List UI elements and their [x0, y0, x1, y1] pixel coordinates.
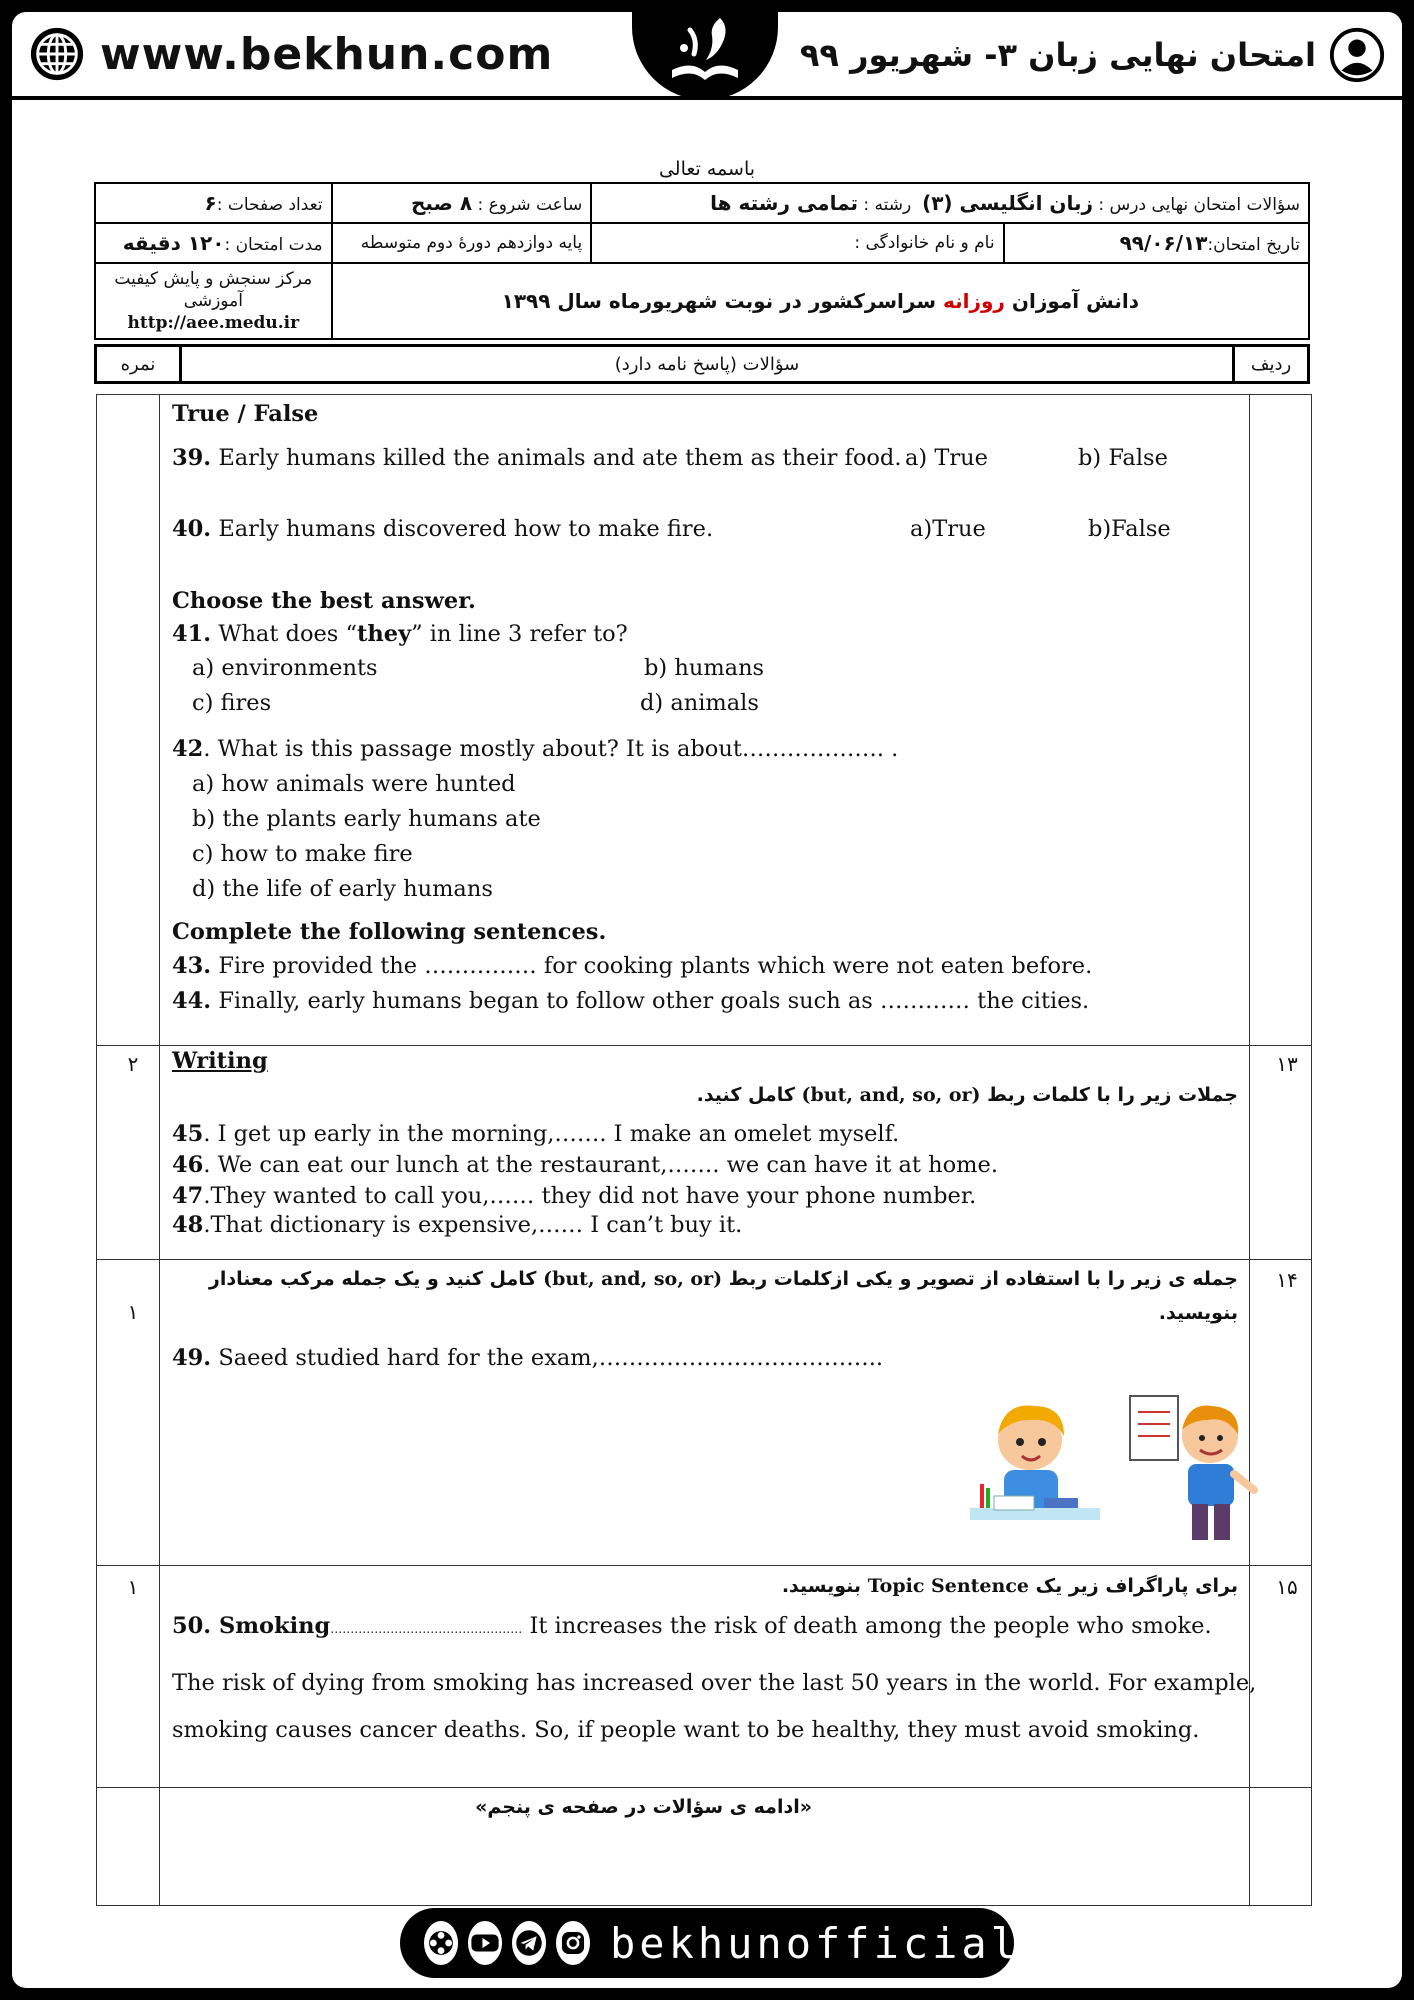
youtube-icon[interactable] — [468, 1921, 502, 1965]
boy-holding-paper-picture — [1122, 1394, 1260, 1546]
pages-label: تعداد صفحات : — [216, 195, 323, 215]
q47: 47.They wanted to call you,…… they did not have your phone number. — [172, 1183, 977, 1209]
q40-option-a[interactable]: a)True — [910, 516, 986, 542]
user-icon — [1328, 26, 1386, 84]
pages-value: ۶ — [204, 191, 217, 215]
col-score: نمره — [96, 346, 181, 383]
q41-option-a[interactable]: a) environments — [192, 655, 378, 681]
students-post: سراسرکشور در نوبت شهریورماه سال ۱۳۹۹ — [501, 289, 936, 313]
q42: 42. What is this passage mostly about? It is about………………. . — [172, 736, 899, 762]
writing-heading: Writing — [172, 1048, 268, 1074]
footer-handle[interactable]: bekhunofficial — [610, 1918, 1021, 1968]
continue-note: «ادامه ی سؤالات در صفحه ی پنجم» — [475, 1796, 812, 1818]
q41-option-d[interactable]: d) animals — [640, 690, 759, 716]
instagram-icon[interactable] — [556, 1921, 590, 1965]
q42-option-b[interactable]: b) the plants early humans ate — [192, 806, 541, 832]
paragraph-line-1: The risk of dying from smoking has increased over the last 50 years in the world. For example, — [172, 1670, 1257, 1696]
camera-roll-icon[interactable] — [424, 1921, 458, 1965]
start-value: ۸ صبح — [410, 191, 473, 215]
mc-heading: Choose the best answer. — [172, 588, 476, 614]
bekhun-logo — [632, 0, 778, 100]
exam-title-text: امتحان نهایی زبان ۳- شهریور ۹۹ — [799, 36, 1316, 74]
start-label: ساعت شروع : — [477, 195, 583, 215]
center-name: مرکز سنجش و پایش کیفیت آموزشی — [114, 269, 313, 311]
telegram-icon[interactable] — [512, 1921, 546, 1965]
q40: 40. Early humans discovered how to make fire. — [172, 516, 714, 542]
grade: پایه دوازدهم دورهٔ دوم متوسطه — [360, 233, 583, 253]
globe-icon — [28, 25, 86, 83]
q41: 41. What does “they” in line 3 refer to? — [172, 621, 628, 647]
site-link[interactable] — [28, 24, 553, 84]
q41-option-b[interactable]: b) humans — [644, 655, 765, 681]
row-15-number: ۱۵ — [1276, 1575, 1298, 1599]
book-logo-icon — [632, 0, 778, 100]
paragraph-line-2: smoking causes cancer deaths. So, if people want to be healthy, they must avoid smoking. — [172, 1717, 1200, 1743]
q39: 39. Early humans killed the animals and ate them as their food. — [172, 445, 902, 471]
basmala: باسمه تعالی — [658, 158, 756, 180]
q42-option-a[interactable]: a) how animals were hunted — [192, 771, 516, 797]
q42-option-d[interactable]: d) the life of early humans — [192, 876, 493, 902]
boy-studying-picture — [964, 1392, 1104, 1542]
row-13-score: ۲ — [127, 1052, 139, 1076]
social-footer — [400, 1908, 1021, 1978]
exam-page — [12, 12, 1402, 1988]
duration-value: ۱۲۰ دقیقه — [122, 231, 225, 255]
q48: 48.That dictionary is expensive,…… I can’t buy it. — [172, 1212, 743, 1238]
exam-info-table — [94, 182, 1310, 340]
row-13-number: ۱۳ — [1276, 1052, 1298, 1076]
subject-value: زبان انگلیسی (۳) — [922, 191, 1094, 215]
row-14-instruction: جمله ی زیر را با استفاده از تصویر و یکی ازکلمات ربط (but, and, so, or) کامل کنید و یک جمله مرکب معنادار — [208, 1268, 1238, 1290]
q44: 44. Finally, early humans began to follow other goals such as ………… the cities. — [172, 988, 1090, 1014]
date-value: ۹۹/۰۶/۱۳ — [1119, 231, 1208, 255]
q50: 50. Smoking………………………………………… It increases the risk of death among the people who smoke. — [172, 1613, 1212, 1639]
q45: 45. I get up early in the morning,……. I make an omelet myself. — [172, 1121, 900, 1147]
q39-option-a[interactable]: a) True — [905, 445, 988, 471]
q49: 49. Saeed studied hard for the exam,……………………………….. — [172, 1345, 884, 1371]
complete-heading: Complete the following sentences. — [172, 919, 607, 945]
row-15-instruction: برای پاراگراف زیر یک Topic Sentence بنویسید. — [781, 1575, 1238, 1597]
date-label: تاریخ امتحان: — [1207, 235, 1300, 255]
q40-option-b[interactable]: b)False — [1088, 516, 1171, 542]
tf-heading: True / False — [172, 401, 319, 427]
subject-label: سؤالات امتحان نهایی درس : — [1098, 195, 1300, 215]
field-label: رشته : — [863, 195, 912, 215]
field-value: تمامی رشته ها — [710, 191, 858, 215]
students-pre: دانش آموزان — [1011, 289, 1139, 313]
q41-option-c[interactable]: c) fires — [192, 690, 272, 716]
q39-option-b[interactable]: b) False — [1078, 445, 1168, 471]
q46: 46. We can eat our lunch at the restaurant,……. we can have it at home. — [172, 1152, 998, 1178]
row-13-instruction: جملات زیر را با کلمات ربط (but, and, so, or) کامل کنید. — [696, 1084, 1238, 1106]
students-red: روزانه — [942, 289, 1005, 313]
columns-header — [94, 344, 1310, 384]
row-14-instruction-line2: بنویسید. — [1158, 1302, 1238, 1324]
row-14-score: ۱ — [127, 1300, 139, 1324]
top-bar — [12, 12, 1402, 100]
duration-label: مدت امتحان : — [224, 235, 323, 255]
q43: 43. Fire provided the …………… for cooking plants which were not eaten before. — [172, 953, 1093, 979]
col-row: ردیف — [1234, 346, 1309, 383]
row-14-number: ۱۴ — [1276, 1268, 1298, 1292]
name-label: نام و نام خانوادگی : — [854, 233, 995, 253]
site-url: www.bekhun.com — [100, 28, 554, 80]
row-15-score: ۱ — [127, 1575, 139, 1599]
exam-title — [800, 26, 1386, 84]
col-questions: سؤالات (پاسخ نامه دارد) — [181, 346, 1234, 383]
q42-option-c[interactable]: c) how to make fire — [192, 841, 413, 867]
center-url[interactable]: http://aee.medu.ir — [127, 313, 300, 333]
